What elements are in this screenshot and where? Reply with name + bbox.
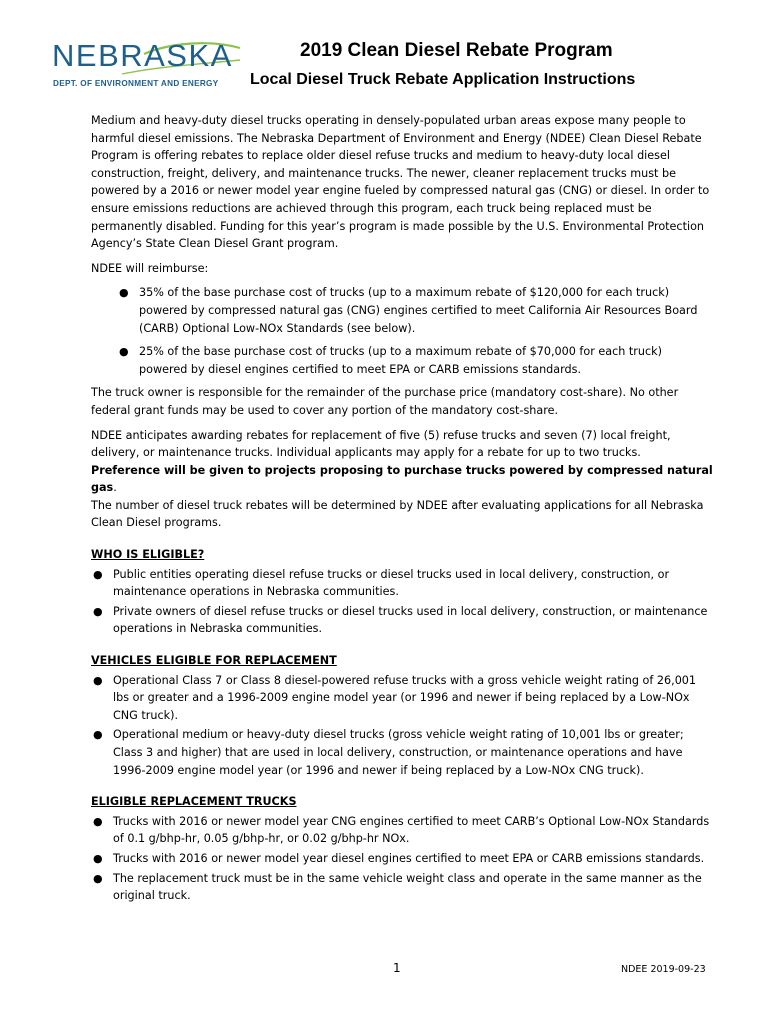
document-body: [91, 112, 713, 913]
section-heading-who-is-eligible: WHO IS ELIGIBLE?: [91, 548, 205, 562]
bullet-icon: ●: [93, 567, 103, 581]
bullet-icon: ●: [93, 604, 103, 618]
section-heading-replacement-trucks: ELIGIBLE REPLACEMENT TRUCKS: [91, 795, 297, 809]
preference-end: .: [113, 481, 117, 495]
section-heading-vehicles-eligible: VEHICLES ELIGIBLE FOR REPLACEMENT: [91, 654, 337, 668]
list-item-text: The replacement truck must be in the same vehicle weight class and operate in the same manner as the original truck.: [113, 871, 702, 903]
list-item: [119, 284, 713, 337]
number-note-text: The number of diesel truck rebates will be determined by NDEE after evaluating applications for all Nebraska Clean Diesel programs.: [91, 498, 704, 530]
list-item: [93, 850, 713, 868]
list-item: [93, 672, 713, 725]
list-item-text: Operational Class 7 or Class 8 diesel-powered refuse trucks with a gross vehicle weight rating of 26,001 lbs or greater and a 1996-2009 engine model year (or 1996 and newer if being replaced by a Low-NOx CNG truck).: [113, 673, 697, 722]
list-item: [93, 813, 713, 848]
replacement-trucks-list: [91, 813, 713, 905]
bullet-icon: ●: [93, 851, 103, 865]
anticipates-text: NDEE anticipates awarding rebates for replacement of five (5) refuse trucks and seven (7) local freight, delivery, or maintenance trucks. Individual applicants may apply for a rebate for up to two trucks.: [91, 428, 671, 460]
list-item-text: 35% of the base purchase cost of trucks (up to a maximum rebate of $120,000 for each truck) powered by compressed natural gas (CNG) engines certified to meet California Air Resources Board (CARB) Optional Low-NOx Standards (see below).: [139, 286, 698, 335]
vehicles-eligible-list: [91, 672, 713, 780]
page-number: 1: [393, 961, 401, 975]
list-item-text: Private owners of diesel refuse trucks or diesel trucks used in local delivery, construction, or maintenance operations in Nebraska communities.: [113, 604, 708, 636]
list-item: [93, 870, 713, 905]
bullet-icon: ●: [93, 871, 103, 885]
document-title: 2019 Clean Diesel Rebate Program: [300, 40, 613, 61]
list-item-text: Trucks with 2016 or newer model year CNG engines certified to meet CARB’s Optional Low-NOx Standards of 0.1 g/bhp-hr, 0.05 g/bhp-hr, or 0.02 g/bhp-hr NOx.: [113, 814, 710, 846]
ndee-logo: [52, 38, 242, 96]
list-item-text: 25% of the base purchase cost of trucks (up to a maximum rebate of $70,000 for each truck) powered by diesel engines certified to meet EPA or CARB emissions standards.: [139, 345, 662, 376]
bullet-icon: ●: [93, 814, 103, 828]
intro-paragraph: Medium and heavy-duty diesel trucks operating in densely-populated urban areas expose many people to harmful diesel emissions. The Nebraska Department of Environment and Energy (NDEE) Clean Diesel Rebate Program is offering rebates to replace older diesel refuse trucks and medium to heavy-duty local diesel construction, freight, delivery, and maintenance trucks. The newer, cleaner replacement trucks must be powered by a 2016 or newer model year engine fueled by compressed natural gas (CNG) or diesel. In order to ensure emissions reductions are achieved through this program, each truck being replaced must be permanently disabled. Funding for this year’s program is made possible by the U.S. Environmental Protection Agency’s State Clean Diesel Grant program.: [91, 114, 710, 251]
bullet-icon: ●: [93, 728, 103, 742]
reimburse-label: NDEE will reimburse:: [91, 261, 209, 275]
list-item-text: Trucks with 2016 or newer model year diesel engines certified to meet EPA or CARB emissions standards.: [113, 851, 705, 865]
list-item: [93, 603, 713, 638]
list-item-text: Public entities operating diesel refuse trucks or diesel trucks used in local delivery, construction, or maintenance operations in Nebraska communities.: [113, 567, 670, 599]
preference-text: Preference will be given to projects proposing to purchase trucks powered by compressed natural gas: [91, 463, 713, 495]
document-code: NDEE 2019-09-23: [621, 964, 706, 975]
list-item-text: Operational medium or heavy-duty diesel trucks (gross vehicle weight rating of 10,001 lbs or greater; Class 3 and higher) that are used in local delivery, construction, or maintenance operations and have 1996-2009 engine model year (or 1996 and newer if being replaced by a Low-NOx CNG truck).: [113, 728, 684, 777]
cost-share-paragraph: The truck owner is responsible for the remainder of the purchase price (mandatory cost-share). No other federal grant funds may be used to cover any portion of the mandatory cost-share.: [91, 386, 679, 417]
logo-wordmark: NEBRASKA: [52, 38, 233, 73]
list-item: [93, 726, 713, 779]
who-is-eligible-list: [91, 566, 713, 638]
bullet-icon: ●: [93, 673, 103, 687]
logo-department: DEPT. OF ENVIRONMENT AND ENERGY: [53, 79, 219, 88]
document-subtitle: Local Diesel Truck Rebate Application Instructions: [250, 71, 636, 88]
anticipates-paragraph: [91, 427, 713, 533]
bullet-icon: ●: [119, 345, 129, 359]
list-item: [119, 343, 713, 378]
bullet-icon: ●: [119, 286, 129, 300]
list-item: [93, 566, 713, 601]
reimburse-list: [91, 284, 713, 378]
